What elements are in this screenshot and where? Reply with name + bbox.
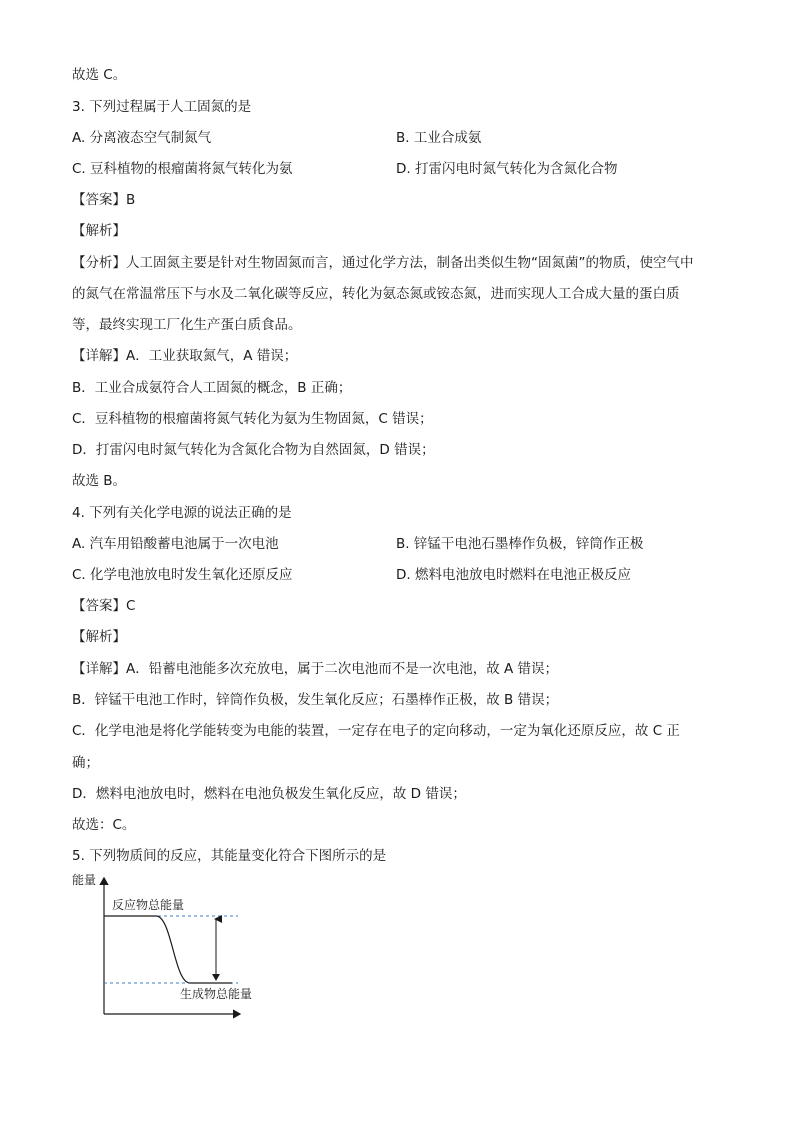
q4-detail-d: D．燃料电池放电时，燃料在电池负极发生氧化反应，故 D 错误；	[72, 786, 466, 802]
q4-analysis-heading: 【解析】	[72, 629, 126, 645]
q3-option-b: B. 工业合成氨	[396, 130, 482, 146]
question-5-stem: 5. 下列物质间的反应，其能量变化符合下图所示的是	[72, 848, 387, 864]
q4-option-a: A. 汽车用铅酸蓄电池属于一次电池	[72, 536, 279, 552]
q4-detail-c-line-2: 确；	[72, 755, 99, 771]
q3-option-a: A. 分离液态空气制氮气	[72, 130, 212, 146]
q3-analysis-line-1: 【分析】人工固氮主要是针对生物固氮而言，通过化学方法，制备出类似生物“固氮菌”的物质，使空气中	[72, 255, 694, 271]
q3-option-c: C. 豆科植物的根瘤菌将氮气转化为氨	[72, 161, 293, 177]
question-3-stem: 3. 下列过程属于人工固氮的是	[72, 99, 252, 115]
energy-diagram-svg	[72, 866, 282, 1026]
q4-detail-a: 【详解】A．铅蓄电池能多次充放电，属于二次电池而不是一次电池，故 A 错误；	[72, 661, 559, 677]
energy-curve	[104, 916, 232, 983]
energy-diagram	[72, 866, 282, 1026]
line-0: 故选 C。	[72, 67, 127, 83]
q4-detail-b: B．锌锰干电池工作时，锌筒作负极，发生氧化反应；石墨棒作正极，故 B 错误；	[72, 692, 559, 708]
q3-analysis-line-2: 的氮气在常温常压下与水及二氧化碳等反应，转化为氨态氮或铵态氮，进而实现人工合成大量的蛋白质	[72, 286, 680, 302]
q4-option-c: C. 化学电池放电时发生氧化还原反应	[72, 567, 293, 583]
q3-analysis-heading: 【解析】	[72, 223, 126, 239]
q3-analysis-line-3: 等，最终实现工厂化生产蛋白质食品。	[72, 317, 302, 333]
reactant-energy-label: 反应物总能量	[112, 898, 185, 912]
product-energy-label: 生成物总能量	[180, 987, 253, 1001]
q3-detail-d: D．打雷闪电时氮气转化为含氮化合物为自然固氮，D 错误；	[72, 442, 435, 458]
q4-conclusion: 故选：C。	[72, 817, 136, 833]
q3-option-d: D. 打雷闪电时氮气转化为含氮化合物	[396, 161, 618, 177]
q4-answer: 【答案】C	[72, 598, 136, 614]
q4-option-b: B. 锌锰干电池石墨棒作负极，锌筒作正极	[396, 536, 644, 552]
q4-option-d: D. 燃料电池放电时燃料在电池正极反应	[396, 567, 631, 583]
q3-detail-c: C．豆科植物的根瘤菌将氮气转化为氨为生物固氮，C 错误；	[72, 411, 433, 427]
q3-detail-b: B．工业合成氨符合人工固氮的概念，B 正确；	[72, 380, 352, 396]
q3-conclusion: 故选 B。	[72, 473, 127, 489]
q3-detail-a: 【详解】A．工业获取氮气，A 错误；	[72, 348, 298, 364]
question-4-stem: 4. 下列有关化学电源的说法正确的是	[72, 505, 292, 521]
q4-detail-c-line-1: C．化学电池是将化学能转变为电能的装置，一定存在电子的定向移动，一定为氧化还原反应，故 C 正	[72, 723, 680, 739]
y-axis-label: 能量	[72, 873, 97, 887]
q3-answer: 【答案】B	[72, 192, 136, 208]
